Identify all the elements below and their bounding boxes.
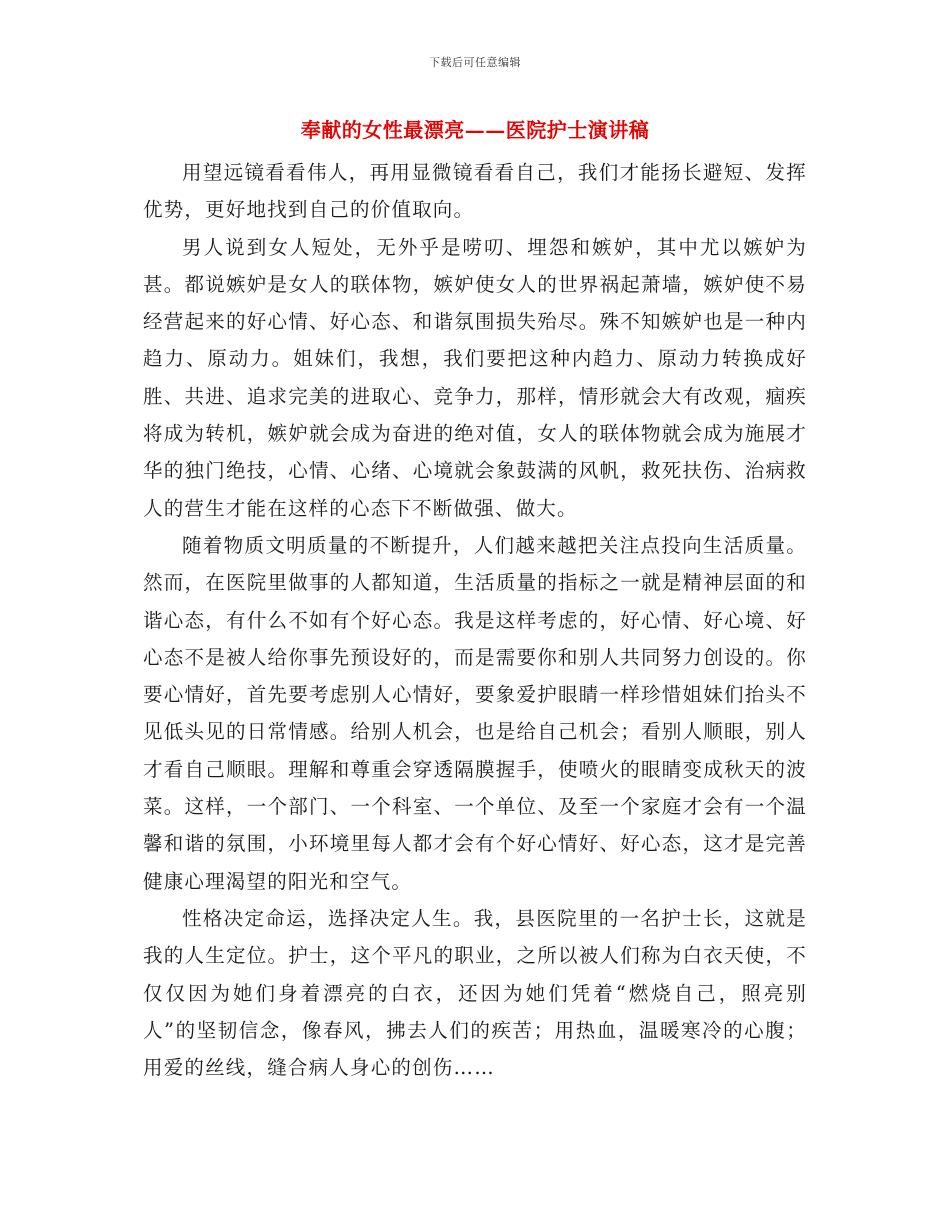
paragraph-3: 随着物质文明质量的不断提升，人们越来越把关注点投向生活质量。然而，在医院里做事的人都知道，生活质量的指标之一就是精神层面的和谐心态，有什么不如有个好心态。我是这样考虑的，好心情、好心境、好心态不是被人给你事先预设好的，而是需要你和别人共同努力创设的。你要心情好，首先要考虑别人心情好，要象爱护眼睛一样珍惜姐妹们抬头不见低头见的日常情感。给别人机会，也是给自己机会；看别人顺眼，别人才看自己顺眼。理解和尊重会穿透隔膜握手，使喷火的眼睛变成秋天的波菜。这样，一个部门、一个科室、一个单位、及至一个家庭才会有一个温馨和谐的氛围，小环境里每人都才会有个好心情好、好心态，这才是完善健康心理渴望的阳光和空气。 bbox=[143, 533, 807, 893]
header-note: 下载后可任意编辑 bbox=[429, 56, 521, 69]
paragraph-2: 男人说到女人短处，无外乎是唠叨、埋怨和嫉妒，其中尤以嫉妒为甚。都说嫉妒是女人的联体物，嫉妒使女人的世界祸起萧墙，嫉妒使不易经营起来的好心情、好心态、和谐氛围损失殆尽。殊不知嫉妒也是一种内趋力、原动力。姐妹们，我想，我们要把这种内趋力、原动力转换成好胜、共进、追求完美的进取心、竞争力，那样，情形就会大有改观，痼疾将成为转机，嫉妒就会成为奋进的绝对值，女人的联体物就会成为施展才华的独门绝技，心情、心绪、心境就会象鼓满的风帆，救死扶伤、治病救人的营生才能在这样的心态下不断做强、做大。 bbox=[143, 235, 807, 520]
paragraph-4: 性格决定命运，选择决定人生。我，县医院里的一名护士长，这就是我的人生定位。护士，这个平凡的职业，之所以被人们称为白衣天使，不仅仅因为她们身着漂亮的白衣，还因为她们凭着“燃烧自己，照亮别人”的坚韧信念，像春风，拂去人们的疾苦；用热血，温暖寒冷的心腹；用爱的丝线，缝合病人身心的创伤…… bbox=[143, 906, 807, 1080]
document-title: 奉献的女性最漂亮——医院护士演讲稿 bbox=[300, 118, 650, 142]
paragraph-1: 用望远镜看看伟人，再用显微镜看看自己，我们才能扬长避短、发挥优势，更好地找到自己的价值取向。 bbox=[143, 161, 807, 222]
document-body bbox=[143, 154, 807, 1086]
